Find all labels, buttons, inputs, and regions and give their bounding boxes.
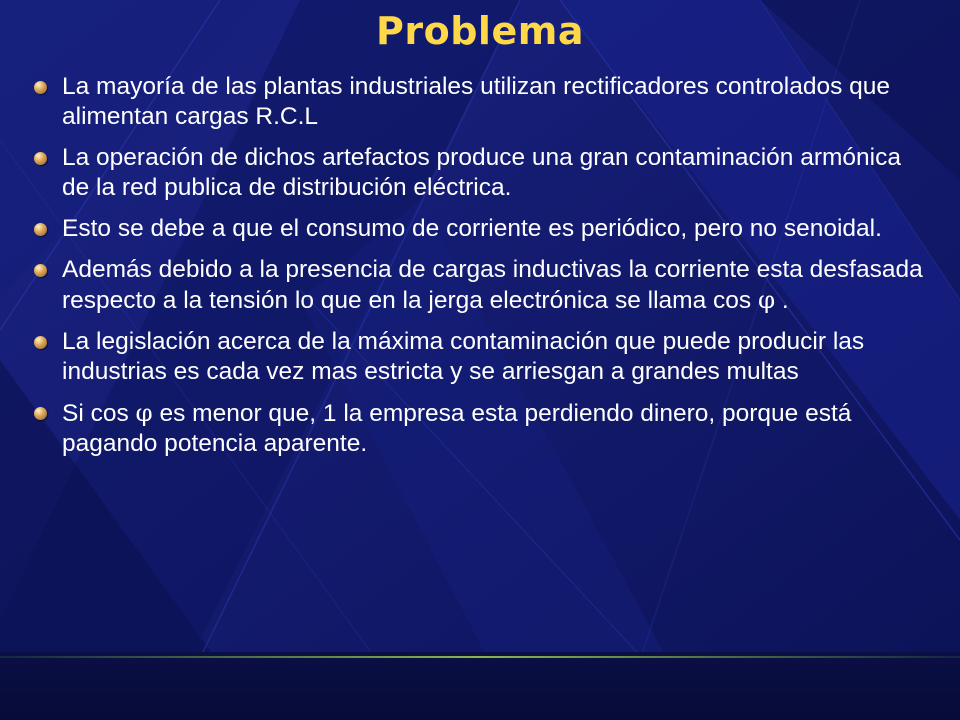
- bullet-item: [34, 327, 934, 387]
- bullet-item: [34, 214, 934, 244]
- phi-symbol: φ: [135, 398, 153, 427]
- slide-title: Problema: [376, 9, 584, 53]
- bottom-band: [0, 652, 960, 720]
- bullet-icon: [34, 264, 47, 277]
- bullet-icon: [34, 407, 47, 420]
- bullet-text: La legislación acerca de la máxima contaminación que puede producir las industrias es cada vez mas estricta y se arriesgan a grandes multas: [62, 328, 865, 385]
- bullet-item: [34, 255, 934, 316]
- bullet-icon: [34, 223, 47, 236]
- bullet-text: Esto se debe a que el consumo de corriente es periódico, pero no senoidal.: [62, 215, 882, 242]
- bullet-text-after: es menor que, 1 la empresa esta perdiendo dinero, porque está pagando potencia aparente.: [62, 400, 852, 457]
- bullet-list: [34, 72, 934, 470]
- bullet-text-after: .: [775, 287, 789, 314]
- bullet-item: [34, 72, 934, 132]
- bullet-icon: [34, 81, 47, 94]
- bullet-text: La mayoría de las plantas industriales utilizan rectificadores controlados que alimentan cargas R.C.L: [62, 73, 891, 130]
- bullet-item: [34, 143, 934, 203]
- bullet-icon: [34, 152, 47, 165]
- bullet-item: [34, 398, 934, 459]
- phi-symbol: φ: [757, 285, 776, 314]
- bullet-text-before: Además debido a la presencia de cargas inductivas la corriente esta desfasada respecto a la tensión lo que en la jerga electrónica se llama cos: [62, 256, 923, 314]
- bullet-icon: [34, 336, 47, 349]
- bottom-divider: [0, 656, 960, 658]
- bullet-text: La operación de dichos artefactos produce una gran contaminación armónica de la red publica de distribución eléctrica.: [62, 144, 901, 201]
- bullet-text-before: Si cos: [62, 400, 136, 427]
